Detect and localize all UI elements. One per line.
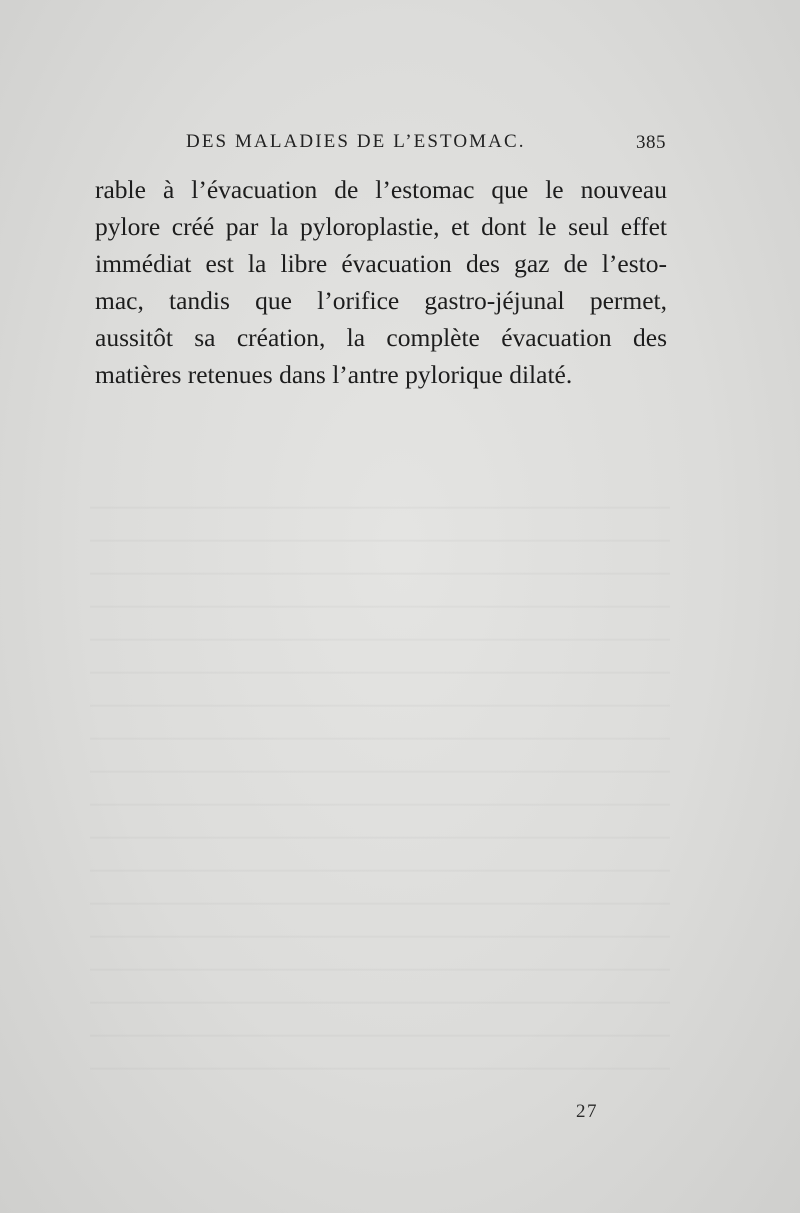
page-number: 385: [636, 132, 666, 153]
text-line: pylore créé par la pyloroplastie, et dont le seul effet: [95, 212, 667, 241]
text-line: aussitôt sa création, la complète évacuation des: [95, 323, 667, 352]
text-line: matières retenues dans l’antre pylorique dilaté.: [95, 360, 573, 389]
bleed-through-texture: [90, 500, 670, 1100]
body-paragraph: [95, 171, 667, 393]
text-line: rable à l’évacuation de l’estomac que le nouveau: [95, 175, 667, 204]
text-line: immédiat est la libre évacuation des gaz de l’esto-: [95, 249, 667, 278]
text-line: mac, tandis que l’orifice gastro-jéjunal permet,: [95, 286, 667, 315]
running-head: [186, 131, 666, 159]
running-title: DES MALADIES DE L’ESTOMAC.: [186, 131, 526, 152]
signature-mark: 27: [576, 1101, 598, 1122]
